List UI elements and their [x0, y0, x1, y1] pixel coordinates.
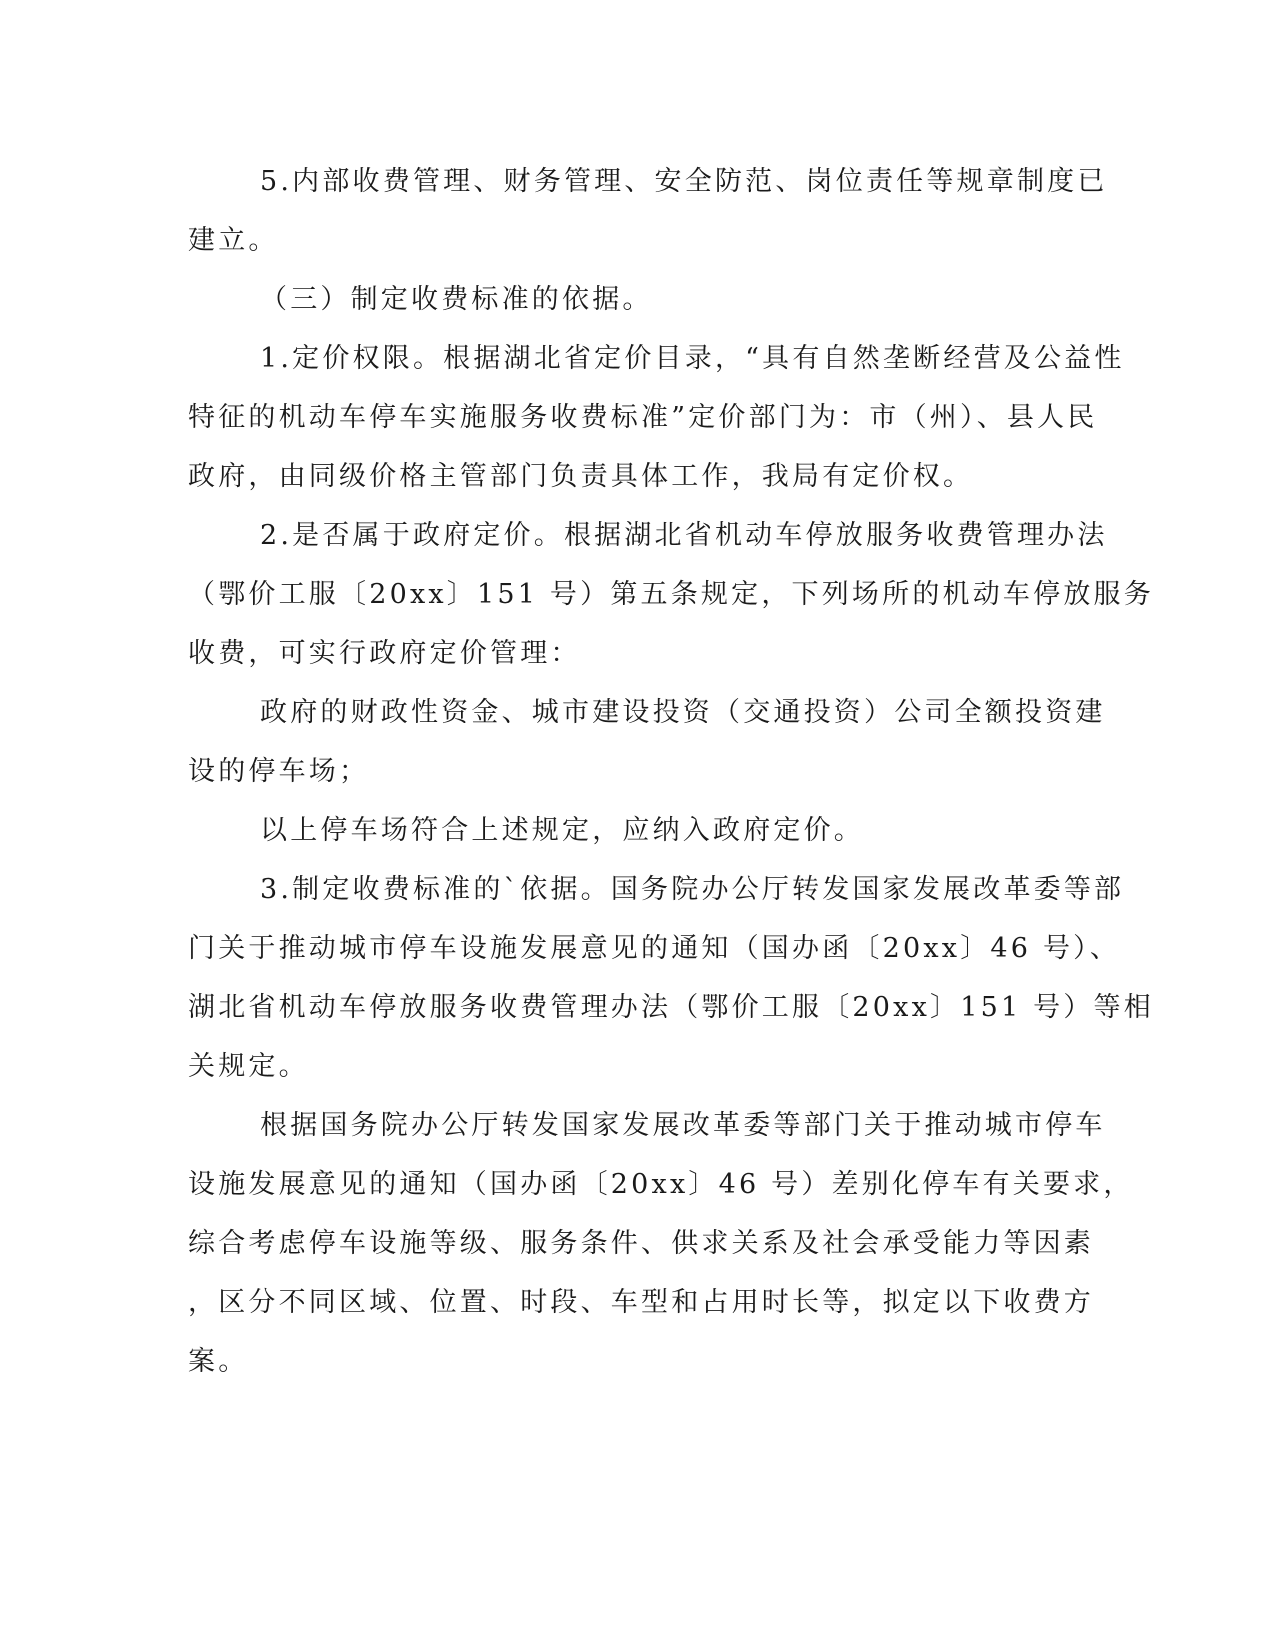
paragraph-2-line-3: 收费，可实行政府定价管理：: [188, 638, 581, 669]
paragraph-funding-line-1: 政府的财政性资金、城市建设投资（交通投资）公司全额投资建: [260, 697, 1106, 728]
paragraph-plan-line-2: 设施发展意见的通知（国办函〔20xx〕46 号）差别化停车有关要求，: [188, 1169, 1134, 1200]
paragraph-2-line-1: 2.是否属于政府定价。根据湖北省机动车停放服务收费管理办法: [260, 520, 1108, 551]
paragraph-5-line-1: 5.内部收费管理、财务管理、安全防范、岗位责任等规章制度已: [260, 166, 1108, 197]
paragraph-3-line-3: 湖北省机动车停放服务收费管理办法（鄂价工服〔20xx〕151 号）等相: [188, 992, 1154, 1023]
paragraph-5-line-2: 建立。: [188, 225, 279, 256]
paragraph-plan-line-1: 根据国务院办公厅转发国家发展改革委等部门关于推动城市停车: [260, 1110, 1106, 1141]
paragraph-3-line-1: 3.制定收费标准的`依据。国务院办公厅转发国家发展改革委等部: [260, 874, 1125, 905]
paragraph-plan-line-4: ，区分不同区域、位置、时段、车型和占用时长等，拟定以下收费方: [188, 1287, 1094, 1318]
paragraph-3-line-2: 门关于推动城市停车设施发展意见的通知（国办函〔20xx〕46 号）、: [188, 933, 1121, 964]
paragraph-2-line-2: （鄂价工服〔20xx〕151 号）第五条规定，下列场所的机动车停放服务: [188, 579, 1154, 610]
paragraph-1-line-3: 政府，由同级价格主管部门负责具体工作，我局有定价权。: [188, 461, 974, 492]
paragraph-1-line-2: 特征的机动车停车实施服务收费标准”定价部门为：市（州）、县人民: [188, 402, 1098, 433]
section-heading-3: （三）制定收费标准的依据。: [260, 284, 653, 315]
paragraph-plan-line-3: 综合考虑停车设施等级、服务条件、供求关系及社会承受能力等因素: [188, 1228, 1094, 1259]
paragraph-3-line-4: 关规定。: [188, 1051, 309, 1082]
paragraph-plan-line-5: 案。: [188, 1346, 249, 1377]
paragraph-conclusion: 以上停车场符合上述规定，应纳入政府定价。: [260, 815, 864, 846]
paragraph-1-line-1: 1.定价权限。根据湖北省定价目录，“具有自然垄断经营及公益性: [260, 343, 1125, 374]
paragraph-funding-line-2: 设的停车场；: [188, 756, 370, 787]
